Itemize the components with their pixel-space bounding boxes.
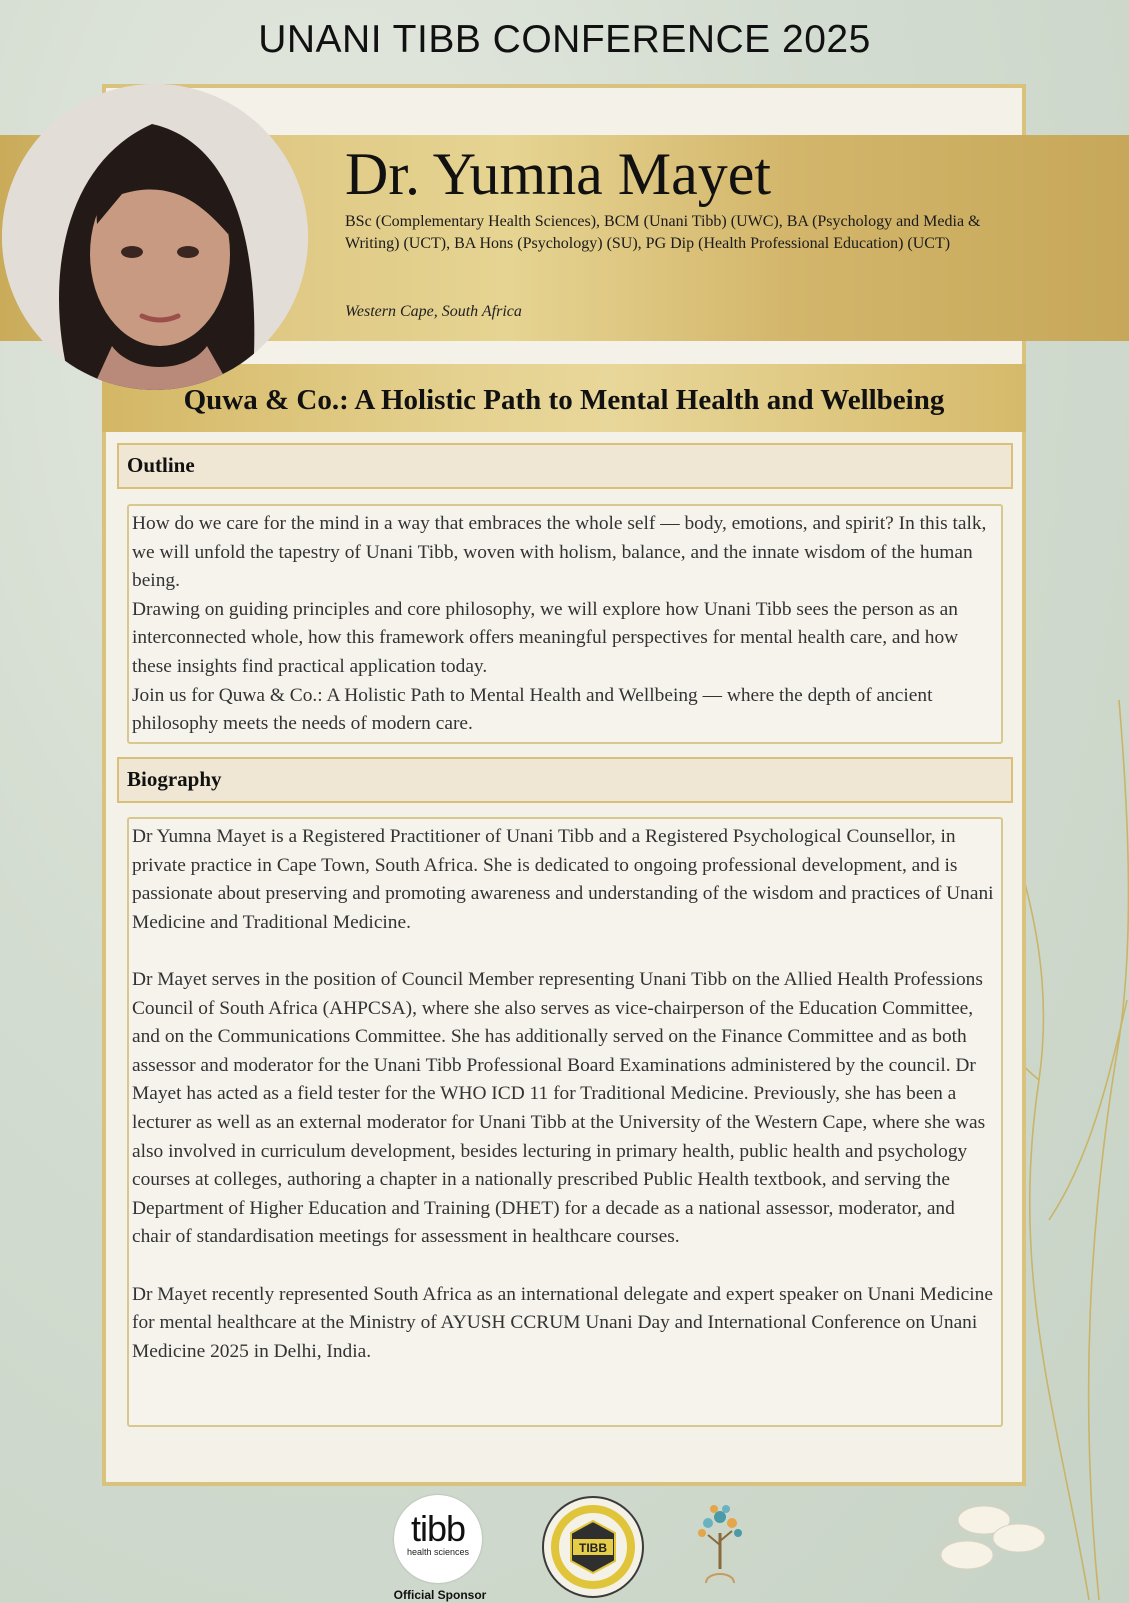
talk-title: Quwa & Co.: A Holistic Path to Mental Health and Wellbeing <box>183 384 945 416</box>
speaker-location: Western Cape, South Africa <box>345 303 522 320</box>
biography-body <box>127 817 1003 1427</box>
conference-title: UNANI TIBB CONFERENCE 2025 <box>258 18 871 61</box>
outline-paragraph: How do we care for the mind in a way that embraces the whole self — body, emotions, and spirit? In this talk, we will unfold the tapestry of Unani Tibb, woven with holism, balance, and the innate wisdom of the human being. <box>132 513 987 592</box>
sata-association-seal-icon <box>541 1495 645 1599</box>
tibb-health-sciences-logo <box>394 1495 482 1583</box>
speaker-portrait-icon <box>2 84 308 390</box>
biography-paragraph: Dr Mayet recently represented South Africa as an international delegate and expert speaker on Unani Medicine for mental healthcare at the Ministry of AYUSH CCRUM Unani Day and International Conference on Unani Medicine 2025 in Delhi, India. <box>132 1283 993 1362</box>
speaker-name: Dr. Yumna Mayet <box>345 141 772 207</box>
sponsor-logos <box>0 1495 1129 1603</box>
outline-body <box>127 504 1003 744</box>
biography-heading: Biography <box>117 757 1013 803</box>
speaker-credentials: BSc (Complementary Health Sciences), BCM (Unani Tibb) (UWC), BA (Psychology and Media & Writing) (UCT), BA Hons (Psychology) (SU), PG Dip (Health Professional Education) (UCT) <box>345 213 981 252</box>
biography-paragraph: Dr Mayet serves in the position of Council Member representing Unani Tibb on the Allied Health Professions Council of South Africa (AHPCSA), where she also serves as vice-chairperson of the Education Committee, and on the Communications Committee. She has additionally served on the Finance Committee and as both assessor and moderator for the Unani Tibb Professional Board Examinations administered by the council. Dr Mayet has acted as a field tester for the WHO ICD 11 for Traditional Medicine. Previously, she has been a lecturer as well as an external moderator for Unani Tibb at the University of the Western Cape, where she was also involved in curriculum development, besides lecturing in primary health, public health and psychology courses at colleges, authoring a chapter in a nationally prescribed Public Health textbook, and serving the Department of Higher Education and Training (DHET) for a decade as a national assessor, moderator, and chair of standardisation meetings for assessment in healthcare courses. <box>132 968 986 1248</box>
sata-seal-text: TIBB <box>579 1541 607 1555</box>
outline-heading: Outline <box>117 443 1013 489</box>
tibb-logo-word: tibb <box>410 1508 466 1549</box>
speaker-photo <box>2 84 308 390</box>
tibb-logo-subtitle: health sciences <box>406 1547 470 1557</box>
outline-paragraph: Join us for Quwa & Co.: A Holistic Path to Mental Health and Wellbeing — where the depth of ancient philosophy meets the needs of modern care. <box>132 684 933 735</box>
ibn-sina-tree-logo-icon <box>692 1499 748 1589</box>
official-sponsor-label: Official Sponsor <box>393 1588 487 1602</box>
outline-paragraph: Drawing on guiding principles and core philosophy, we will explore how Unani Tibb sees the person as an interconnected whole, how this framework offers meaningful perspectives for mental health care, and how these insights find practical application today. <box>132 598 959 677</box>
biography-paragraph: Dr Yumna Mayet is a Registered Practitioner of Unani Tibb and a Registered Psychological Counsellor, in private practice in Cape Town, South Africa. She is dedicated to ongoing professional development, and is passionate about preserving and promoting awareness and understanding of the wisdom and practices of Unani Medicine and Traditional Medicine. <box>132 826 994 933</box>
